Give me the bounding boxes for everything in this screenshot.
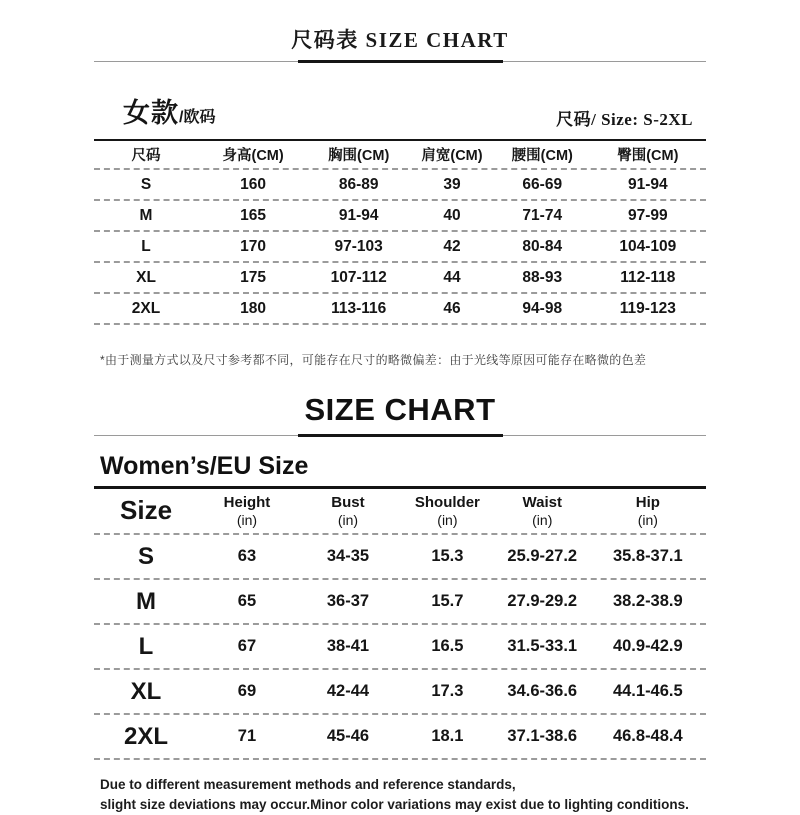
divider-thin-right	[503, 435, 707, 436]
cell: 91-94	[338, 206, 379, 224]
table-row	[94, 201, 706, 232]
cell: 46.8-48.4	[612, 727, 683, 745]
cell: M	[136, 587, 157, 615]
col-header-height: Height (in)	[223, 494, 271, 528]
cell: S	[140, 175, 152, 193]
section1-header	[94, 91, 706, 130]
cell: 2XL	[131, 299, 161, 317]
cell: 63	[237, 547, 257, 565]
cell: 69	[237, 682, 257, 700]
table-row	[94, 715, 706, 760]
col-header-bust: Bust (in)	[331, 494, 365, 528]
table-header-row	[94, 141, 706, 170]
cell: 42-44	[326, 682, 370, 700]
cn-footnote: *由于测量方式以及尺寸参考都不同，可能存在尺寸的略微偏差：由于光线等原因可能存在略微的色差	[100, 353, 647, 367]
table-row	[94, 580, 706, 625]
cell: 165	[240, 206, 267, 224]
cell: 16.5	[431, 637, 464, 655]
col-header-size: Size	[120, 495, 173, 526]
cell: 31.5-33.1	[507, 637, 578, 655]
col-header-size: 尺码	[131, 148, 161, 164]
col-header-hip: Hip (in)	[635, 494, 660, 528]
col-header-height: 身高(CM)	[222, 148, 284, 164]
women-cn-heading-main: 女款	[123, 98, 179, 128]
divider-thick-center	[298, 60, 503, 63]
cell: 15.7	[431, 592, 464, 610]
cell: 25.9-27.2	[507, 547, 578, 565]
cell: 44.1-46.5	[612, 682, 683, 700]
table-row	[94, 625, 706, 670]
cell: 40.9-42.9	[612, 637, 683, 655]
content-area	[94, 0, 706, 815]
cell: 180	[240, 299, 267, 317]
cell: 39	[443, 175, 461, 193]
cell: 65	[237, 592, 257, 610]
cell: 34.6-36.6	[507, 682, 578, 700]
table-row	[94, 294, 706, 325]
cell: 34-35	[326, 547, 370, 565]
table-header-row	[94, 489, 706, 535]
cell: 160	[240, 175, 267, 193]
cell: 112-118	[620, 268, 676, 286]
cell: 94-98	[522, 299, 563, 317]
divider-thin-left	[94, 435, 298, 436]
cell: 86-89	[338, 175, 379, 193]
col-header-waist: Waist (in)	[522, 494, 562, 528]
title-divider	[94, 60, 706, 63]
cell: 104-109	[619, 237, 677, 255]
table-row	[94, 535, 706, 580]
cell: 38-41	[326, 637, 370, 655]
cell: 44	[443, 268, 461, 286]
table-row	[94, 232, 706, 263]
cell: 36-37	[326, 592, 370, 610]
cell: 27.9-29.2	[507, 592, 578, 610]
divider-thin-right	[503, 61, 707, 62]
cell: 46	[443, 299, 461, 317]
size-table-en	[94, 489, 706, 760]
divider-thick-center	[298, 434, 503, 437]
women-cn-heading	[123, 91, 215, 130]
women-cn-heading-sub: /欧码	[179, 109, 216, 126]
size-table-cn	[94, 141, 706, 325]
col-header-shoulder: 肩宽(CM)	[421, 148, 483, 164]
cell: 170	[240, 237, 267, 255]
title-divider-2	[94, 434, 706, 437]
page-title: 尺码表 SIZE CHART	[291, 28, 509, 52]
table-row	[94, 670, 706, 715]
col-header-hip: 臀围(CM)	[617, 148, 679, 164]
col-header-waist: 腰围(CM)	[511, 148, 573, 164]
cell: 15.3	[431, 547, 464, 565]
cell: 38.2-38.9	[612, 592, 683, 610]
cell: 97-99	[627, 206, 668, 224]
cell: 71	[237, 727, 257, 745]
size-range-label: 尺码/ Size: S-2XL	[556, 110, 693, 129]
cell: 107-112	[330, 268, 387, 286]
cell: 88-93	[522, 268, 563, 286]
cell: 91-94	[627, 175, 668, 193]
cell: 67	[237, 637, 257, 655]
cell: 119-123	[619, 299, 676, 317]
cell: 42	[443, 237, 461, 255]
col-header-bust: 胸围(CM)	[328, 148, 390, 164]
cell: L	[138, 632, 154, 660]
table-row	[94, 170, 706, 201]
cell: XL	[136, 268, 156, 286]
cell: S	[138, 542, 155, 570]
women-eu-heading: Women’s/EU Size	[100, 452, 309, 480]
cell: 17.3	[431, 682, 464, 700]
cell: 45-46	[326, 727, 370, 745]
cell: 71-74	[522, 206, 563, 224]
cell: XL	[130, 677, 162, 705]
table-row	[94, 263, 706, 294]
divider-thin-left	[94, 61, 298, 62]
cell: 113-116	[331, 299, 387, 317]
cell: 66-69	[522, 175, 563, 193]
cell: 80-84	[522, 237, 563, 255]
cell: 37.1-38.6	[507, 727, 578, 745]
cell: 2XL	[124, 722, 169, 750]
col-header-shoulder: Shoulder (in)	[414, 494, 480, 528]
cell: M	[139, 206, 153, 224]
cell: L	[141, 237, 151, 255]
en-disclaimer	[94, 775, 706, 815]
cell: 175	[240, 268, 267, 286]
cell: 35.8-37.1	[612, 547, 683, 565]
cell: 18.1	[431, 727, 464, 745]
cell: 40	[443, 206, 461, 224]
cell: 97-103	[334, 237, 383, 255]
en-disclaimer-line2: slight size deviations may occur.Minor color variations may exist due to lighting conditions.	[100, 797, 689, 812]
size-chart-en-title: SIZE CHART	[304, 392, 496, 427]
en-disclaimer-line1: Due to different measurement methods and reference standards,	[100, 777, 516, 792]
